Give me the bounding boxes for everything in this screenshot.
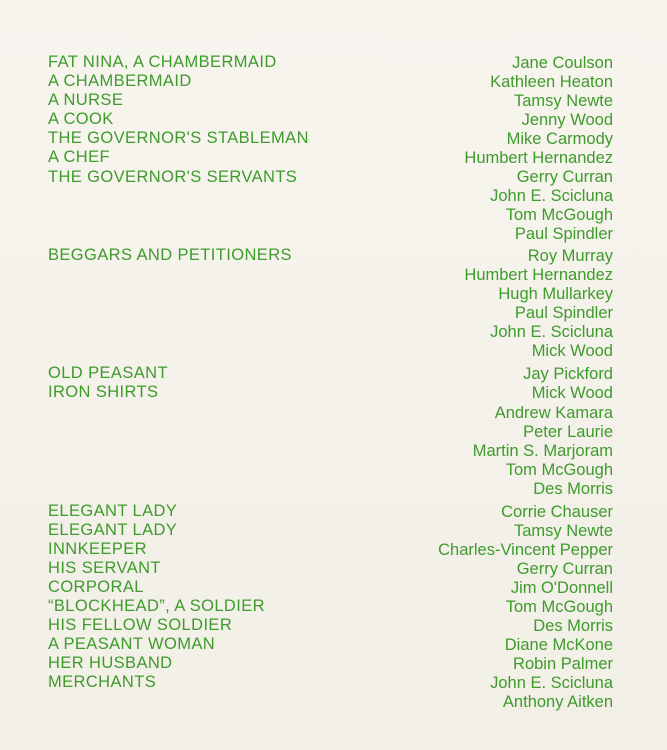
actor-name: Robin Palmer — [513, 655, 613, 673]
role-name: ELEGANT LADY — [48, 502, 178, 520]
actor-name: Roy Murray — [527, 247, 613, 265]
actor-name: Paul Spindler — [514, 225, 613, 243]
actor-name: Tom McGough — [505, 461, 613, 479]
role-name: THE GOVERNOR'S STABLEMAN — [48, 129, 309, 147]
role-name: “BLOCKHEAD”, A SOLDIER — [48, 597, 265, 615]
role-name: A CHAMBERMAID — [48, 72, 192, 90]
actor-name: Jenny Wood — [521, 111, 613, 129]
actor-name: Hugh Mullarkey — [498, 285, 613, 303]
role-name: HIS FELLOW SOLDIER — [48, 616, 233, 634]
actor-name: John E. Scicluna — [490, 187, 613, 205]
actor-name: Corrie Chauser — [501, 503, 613, 521]
role-name: A NURSE — [48, 91, 124, 109]
role-name: IRON SHIRTS — [48, 383, 159, 401]
actor-name: Jane Coulson — [512, 54, 613, 72]
role-name: A PEASANT WOMAN — [48, 635, 216, 653]
actor-name: Jim O'Donnell — [510, 579, 613, 597]
actor-name: John E. Scicluna — [490, 674, 613, 692]
role-name: HER HUSBAND — [48, 654, 173, 672]
role-name: CORPORAL — [48, 578, 144, 596]
actor-name: Anthony Aitken — [502, 693, 613, 711]
actor-name: Tamsy Newte — [513, 522, 613, 540]
actor-name: Des Morris — [533, 480, 613, 498]
role-name: BEGGARS AND PETITIONERS — [48, 246, 292, 264]
role-name: THE GOVERNOR'S SERVANTS — [48, 168, 298, 186]
actor-name: John E. Scicluna — [490, 323, 613, 341]
actor-name: Tom McGough — [505, 206, 613, 224]
actor-name: Peter Laurie — [523, 423, 613, 441]
actor-name: Tom McGough — [505, 598, 613, 616]
actor-name: Charles-Vincent Pepper — [438, 541, 613, 559]
actor-name: Andrew Kamara — [494, 404, 613, 422]
actor-name: Jay Pickford — [523, 365, 613, 383]
actor-name: Paul Spindler — [514, 304, 613, 322]
actor-name: Gerry Curran — [516, 560, 613, 578]
role-name: INNKEEPER — [48, 540, 147, 558]
actor-name: Gerry Curran — [516, 168, 613, 186]
actor-name: Humbert Hernandez — [464, 149, 613, 167]
actor-name: Martin S. Marjoram — [472, 442, 613, 460]
actor-name: Kathleen Heaton — [490, 73, 613, 91]
actor-name: Mick Wood — [531, 384, 613, 402]
actor-name: Des Morris — [533, 617, 613, 635]
actor-name: Mick Wood — [531, 342, 613, 360]
role-name: A COOK — [48, 110, 114, 128]
role-name: ELEGANT LADY — [48, 521, 178, 539]
role-name: FAT NINA, A CHAMBERMAID — [48, 53, 277, 71]
actor-name: Tamsy Newte — [513, 92, 613, 110]
role-name: MERCHANTS — [48, 673, 157, 691]
actor-name: Mike Carmody — [506, 130, 613, 148]
actor-name: Humbert Hernandez — [464, 266, 613, 284]
actor-name: Diane McKone — [504, 636, 613, 654]
role-name: HIS SERVANT — [48, 559, 161, 577]
role-name: A CHEF — [48, 148, 110, 166]
role-name: OLD PEASANT — [48, 364, 168, 382]
